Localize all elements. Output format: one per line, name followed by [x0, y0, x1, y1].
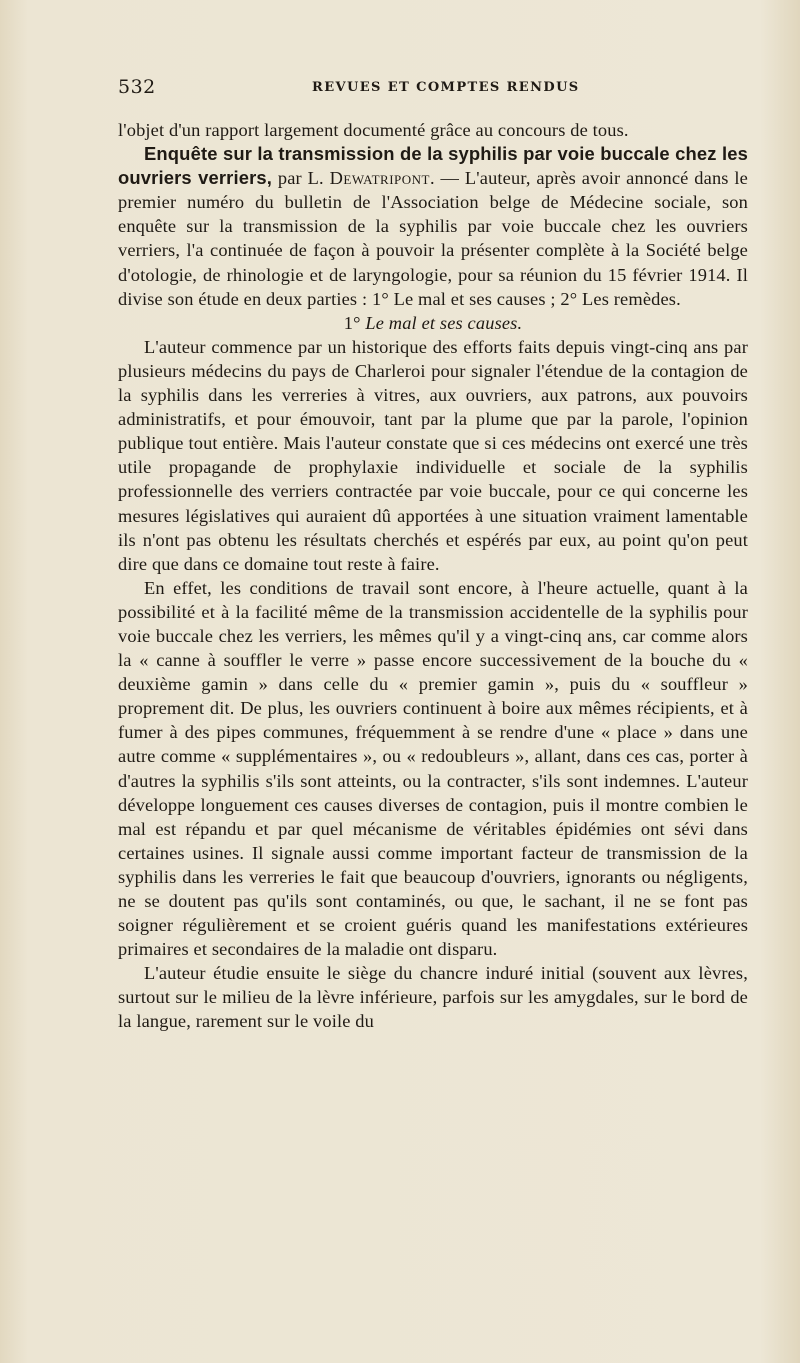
- paragraph-continuation: l'objet d'un rapport largement documenté grâce au concours de tous.: [118, 120, 629, 140]
- article-paragraph: [118, 142, 748, 311]
- section-number: 1°: [343, 312, 361, 333]
- paragraph: L'auteur étudie ensuite le siège du chancre induré initial (souvent aux lèvres, surtout sur le milieu de la lèvre inférieure, parfois sur les amygdales, sur le bord de la langue, rarement sur le voile du: [118, 963, 748, 1032]
- author-surname: Dewatripont: [329, 168, 430, 189]
- paragraph: En effet, les conditions de travail sont encore, à l'heure actuelle, quant à la possibilité et à la facilité même de la transmission accidentelle de la syphilis pour voie buccale chez les verriers, les mêmes qu'il y a vingt-cinq ans, car comme alors la « canne à souffler le verre » passe encore successivement de la bouche du « deuxième gamin » dans celle du « premier gamin », puis du « souffleur » proprement dit. De plus, les ouvriers continuent à boire aux mêmes récipients, et à fumer à des pipes communes, fréquemment à se rendre d'une « place » dans une autre comme « supplémentaires », ou « redoubleurs », allant, dans ces cas, porter à d'autres la syphilis s'ils sont atteints, ou la contracter, s'ils sont indemnes. L'auteur développe longuement ces causes diverses de contagion, puis il montre combien le mal est répandu et par quel mécanisme de véritables épidémies ont sévi dans certaines usines. Il signale aussi comme important facteur de transmission de la syphilis dans les verreries le fait que beaucoup d'ouvriers, ignorants ou négligents, ne se doutent pas qu'ils sont contaminés, ou que, le sachant, il ne se font pas soigner régulièrement et se croient guéris quand les manifestations extérieures primaires et secondaires de la maladie ont disparu.: [118, 577, 748, 960]
- article-by: par: [272, 168, 308, 189]
- article-intro: . — L'auteur, après avoir annoncé dans le premier numéro du bulletin de l'Association belge de Médecine sociale, son enquête sur la transmission de la syphilis par voie buccale chez les ouvriers verriers, l'a continuée de façon à pouvoir la présenter complète à la Société belge d'otologie, de rhinologie et de laryngologie, pour sa réunion du 15 février 1914. Il divise son étude en deux parties : 1° Le mal et ses causes ; 2° Les remèdes.: [118, 168, 748, 309]
- page-number: 532: [118, 76, 156, 98]
- author-initial: L.: [307, 168, 330, 189]
- section-title: Le mal et ses causes.: [365, 312, 523, 333]
- body-text: [118, 118, 748, 1034]
- article-title: Enquête sur la transmission de la syphilis par voie buccale chez les ouvriers verriers,: [118, 143, 748, 189]
- section-heading: [118, 311, 748, 335]
- page-header: [118, 76, 748, 98]
- paragraph: L'auteur commence par un historique des efforts faits depuis vingt-cinq ans par plusieurs médecins du pays de Charleroi pour signaler l'étendue de la contagion de la syphilis dans les verreries à vitres, aux ouvriers, aux patrons, aux pouvoirs administratifs, et pour émouvoir, tant par la plume que par la parole, l'opinion publique tout entière. Mais l'auteur constate que si ces médecins ont exercé une très utile propagande de prophylaxie individuelle et sociale de la syphilis professionnelle des verriers contractée par voie buccale, pour ce qui concerne les mesures législatives qui auraient dû apportées à une situation vraiment lamentable ils n'ont pas obtenu les résultats cherchés et espérés par eux, au point qu'on peut dire que dans ce domaine tout reste à faire.: [118, 336, 748, 574]
- running-title: REVUES ET COMPTES RENDUS: [312, 80, 580, 95]
